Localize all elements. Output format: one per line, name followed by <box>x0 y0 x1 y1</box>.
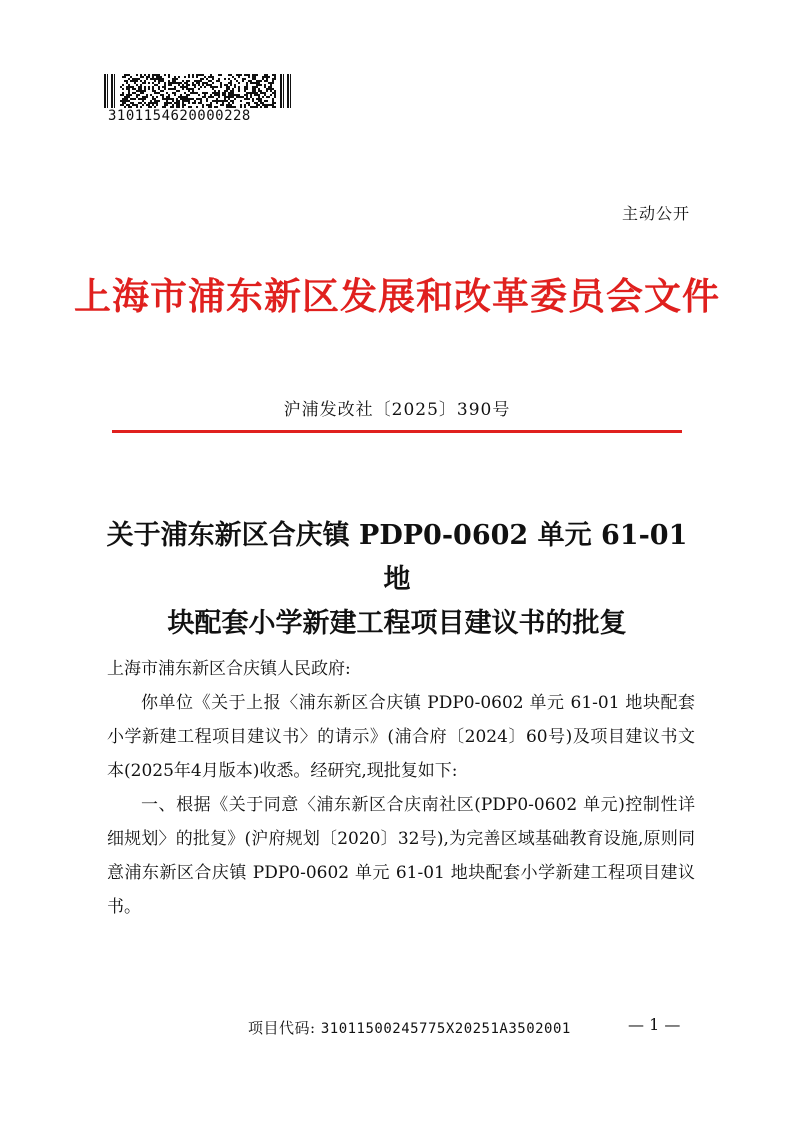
red-divider-line <box>112 430 682 433</box>
agency-header-title: 上海市浦东新区发展和改革委员会文件 <box>74 274 720 318</box>
barcode-number: 3101154620000228 <box>108 108 251 124</box>
body-paragraph-1: 你单位《关于上报〈浦东新区合庆镇 PDP0-0602 单元 61-01 地块配套小学新建工程项目建议书〉的请示》(浦合府〔2024〕60号)及项目建议书文本(2025年4月版本)收悉。经研究,现批复如下: <box>107 693 695 781</box>
addressee: 上海市浦东新区合庆镇人民政府: <box>107 659 351 679</box>
project-code-value: 31011500245775X20251A3502001 <box>320 1021 571 1037</box>
document-title-line-1: 关于浦东新区合庆镇 PDP0-0602 单元 61-01 地 <box>106 520 688 595</box>
barcode-image <box>104 74 292 108</box>
document-number: 沪浦发改社〔2025〕390号 <box>283 400 511 420</box>
disclosure-label: 主动公开 <box>621 204 690 223</box>
document-title <box>100 514 694 646</box>
project-code-label: 项目代码: <box>248 1019 316 1037</box>
body-paragraph-2: 一、根据《关于同意〈浦东新区合庆南社区(PDP0-0602 单元)控制性详细规划〉的批复》(沪府规划〔2020〕32号),为完善区域基础教育设施,原则同意浦东新区合庆镇 PDP0-0602 单元 61-01 地块配套小学新建工程项目建议书。 <box>107 795 695 917</box>
document-body <box>107 652 695 924</box>
document-title-line-2: 块配套小学新建工程项目建议书的批复 <box>167 608 627 639</box>
footer-project-code <box>248 1017 571 1038</box>
page-number: — 1 — <box>628 1015 681 1034</box>
